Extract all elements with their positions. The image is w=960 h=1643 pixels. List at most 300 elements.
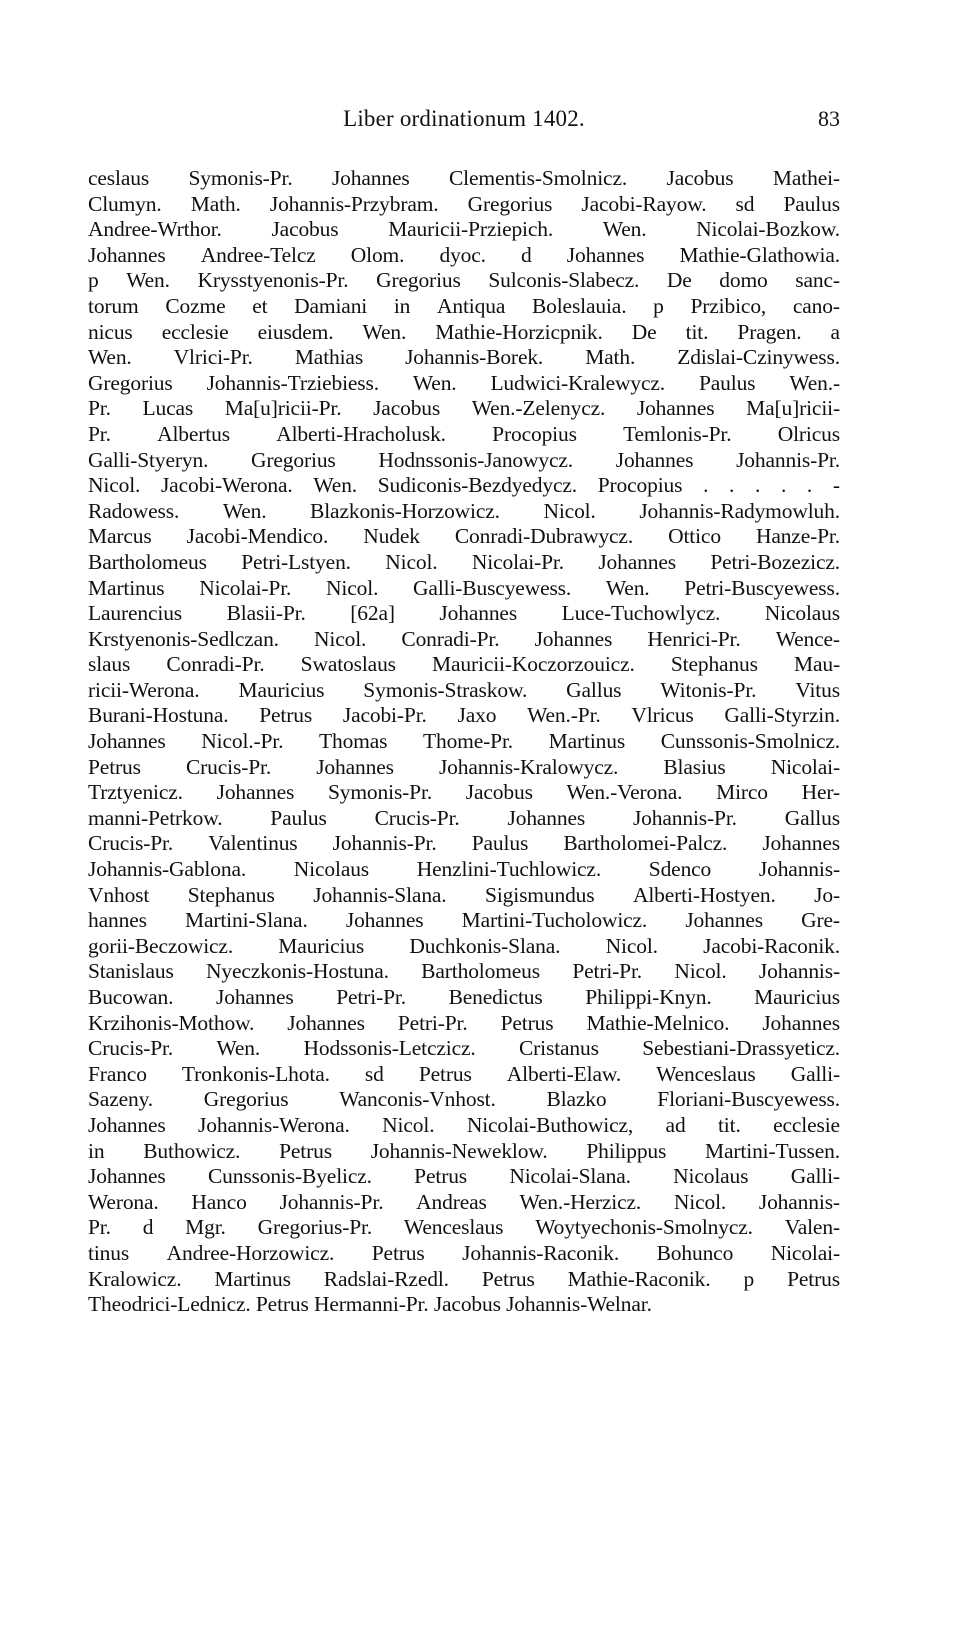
word: Johannes [287,1010,365,1035]
text-line [88,755,840,781]
word: eiusdem. [257,319,334,344]
word: Bartholomeus [88,549,207,574]
word: [62a] [350,601,395,626]
word: Nicol. [674,959,727,984]
word: Mathie-Melnico. [586,1010,730,1035]
word: Hodnssonis-Janowycz. [378,447,574,472]
word: Nicol.-Pr. [201,729,284,754]
text-line [88,1011,840,1037]
word: Sigismundus [485,882,595,907]
word: cano- [792,293,840,318]
word: Gregorius [203,1087,289,1112]
word: Cristanus [518,1036,599,1061]
word: Sdenco [648,857,712,882]
word: Swatoslaus [300,652,396,677]
word: Nicol. [88,473,141,498]
word: ceslaus [88,166,150,190]
word: Petri-Pr. [336,985,406,1009]
word: Petrus [279,1138,332,1163]
word: Nudek [363,524,420,549]
word: et [252,293,268,318]
word: Alberti-Hracholusk. [276,421,446,446]
word: Bartholomei-Palcz. [563,831,728,856]
text-line [88,473,840,499]
word: manni-Petrkow. [88,805,223,830]
word: Nicolai-Slana. [509,1164,631,1189]
word: Her- [801,780,840,805]
word: Gregorius [376,268,461,293]
text-line [88,371,840,397]
word: Clementis-Smolnicz. [448,166,628,190]
word: Vitus [795,677,840,702]
word: Petri-Pr. [397,1010,468,1035]
word: Clumyn. [88,191,162,216]
word: Paulus [270,805,327,830]
word: Henzlini-Tuchlowicz. [416,857,602,882]
text-line [88,934,840,960]
word: Cozme [165,293,226,318]
word: Petrus [88,754,141,779]
word: Symonis-Pr. [327,780,433,805]
word: Johannis-Welnar. [506,1292,652,1317]
word: Ottico [668,524,721,549]
word: Vlrici-Pr. [173,345,253,370]
text-line [88,192,840,218]
text-line [88,1215,840,1241]
word: p [653,293,664,318]
word: Woytyechonis-Smolnycz. [535,1215,753,1240]
word: Mirco [716,780,768,805]
word: Wen. [362,319,407,344]
word: Philippi-Knyn. [585,985,712,1009]
word: sd [364,1061,384,1086]
word: Wen. [412,370,457,395]
word: Olom. [350,242,405,267]
word: Mauricii-Koczorzouicz. [432,652,635,677]
word: dyoc. [439,242,486,267]
text-line [88,396,840,422]
word: Johannes [88,242,166,267]
word: tinus [88,1240,130,1265]
word: Wen.-Herzicz. [519,1189,642,1214]
word: Johannes [566,242,645,267]
body-text [88,166,840,1318]
word: Nicol. [673,1189,727,1214]
word: Wen.-Verona. [566,780,683,805]
word: Wen. [222,498,267,523]
word: Johannes [636,396,715,421]
word: Mauricius [278,933,365,958]
word: Bucowan. [88,985,174,1009]
word: Johannis-Pr. [279,1189,384,1214]
word: Petrus [500,1010,554,1035]
text-line [88,1267,840,1293]
word: Crucis-Pr. [374,805,460,830]
word: Nicolai-Buthowicz, [466,1112,634,1137]
word: Jo- [814,882,840,907]
word: Petri-Pr. [572,959,643,984]
word: Pragen. [737,319,802,344]
word: Johannis-Werona. [198,1112,350,1137]
word: Paulus [783,191,840,216]
word: Symonis-Straskow. [363,677,528,702]
word: Mathie-Raconik. [567,1266,711,1291]
word: Johannis- [758,959,840,984]
word: Krysstyenonis-Pr. [197,268,349,293]
word: Johannis- [758,857,840,882]
word: Petri-Bozezicz. [710,549,840,574]
word: Alberti-Elaw. [506,1061,622,1086]
word: Johannis-Przybram. [269,191,439,216]
word: Olricus [777,421,840,446]
word: Jacobi-Mendico. [186,524,329,549]
word: Gallus [784,805,840,830]
text-line [88,1036,840,1062]
text-line [88,1190,840,1216]
text-line [88,959,840,985]
word: Mathie-Glathowia. [679,242,840,267]
word: Nyeczkonis-Hostuna. [206,959,389,984]
word: gorii-Beczowicz. [88,933,234,958]
word: Franco [88,1061,147,1086]
word: Przibico, [690,293,767,318]
word: Marcus [88,524,152,549]
word: Jacobus [271,217,339,242]
word: Luce-Tuchowlycz. [561,601,721,626]
word: Mauricius [754,985,840,1009]
word: Andree-Wrthor. [88,217,222,242]
word: Vlricus [631,703,694,728]
word: Crucis-Pr. [88,1036,174,1061]
word: . [703,473,709,498]
word: Antiqua [437,293,506,318]
text-line [88,268,840,294]
word: Jacobus [373,396,441,421]
word: Stephanus [670,652,758,677]
word: Wen.-Pr. [527,703,601,728]
word: Crucis-Pr. [185,754,272,779]
text-line [88,883,840,909]
word: Radslai-Rzedl. [323,1266,449,1291]
word: domo [719,268,768,293]
word: Mgr. [185,1215,226,1240]
word: Johannes [316,754,394,779]
word: Duchkonis-Slana. [409,933,561,958]
word: Gregorius [88,370,173,395]
text-line [88,550,840,576]
word: Bartholomeus [421,959,540,984]
word: Valentinus [208,831,298,856]
word: Alberti-Hostyen. [632,882,776,907]
word: Nicol. [385,549,438,574]
word: Floriani-Buscyewess. [657,1087,840,1112]
text-line [88,652,840,678]
word: Sebestiani-Drassyeticz. [642,1036,840,1061]
word: Nicolai- [770,1240,840,1265]
word: Ma[u]ricii- [746,396,840,421]
word: Johannes [439,601,518,626]
word: Nicol. [605,933,658,958]
word: De [666,268,692,293]
word: Ma[u]ricii-Pr. [224,396,342,421]
text-line [88,294,840,320]
text-line [88,320,840,346]
word: Procopius [492,421,577,446]
text-line [88,422,840,448]
word: Galli- [790,1061,840,1086]
word: Andree-Telcz [200,242,316,267]
word: Martini-Tussen. [705,1138,840,1163]
word: Blazko [546,1087,607,1112]
word: Nicolai-Bozkow. [696,217,840,242]
word: nicus [88,319,133,344]
text-line [88,908,840,934]
word: Andreas [416,1189,487,1214]
word: Hodssonis-Letczicz. [303,1036,476,1061]
text-line [88,243,840,269]
word: Jacobi-Werona. [160,473,293,498]
word: Cunssonis-Smolnicz. [660,729,840,754]
word: Math. [585,345,636,370]
word: Hanze-Pr. [755,524,840,549]
word: Pr. [88,396,111,421]
text-line [88,806,840,832]
word: Conradi-Dubrawycz. [454,524,634,549]
word: Johannis-Neweklow. [370,1138,548,1163]
text-line [88,729,840,755]
word: Petrus [418,1061,472,1086]
word: tit. [717,1112,741,1137]
word: Mathie-Horzicpnik. [435,319,603,344]
word: Martinus [214,1266,291,1291]
word: Johannis-Raconik. [462,1240,620,1265]
word: Jacobus [666,166,734,190]
word: Damiani [294,293,368,318]
word: Wen. [126,268,170,293]
word: Wen. [88,345,132,370]
word: Philippus [586,1138,667,1163]
text-line [88,627,840,653]
word: Wenceslaus [656,1061,756,1086]
word: hannes [88,908,147,933]
word: Witonis-Pr. [660,677,757,702]
word: Gre- [801,908,840,933]
word: Blasii-Pr. [226,601,306,626]
word: - [832,473,840,498]
word: Johannes [216,985,294,1009]
running-title: Liber ordinationum 1402. [343,106,585,131]
word: Johannis-Pr. [632,805,737,830]
word: Laurencius [88,601,183,626]
word: Nicol. [382,1112,435,1137]
text-line [88,601,840,627]
text-line [88,345,840,371]
word: Stephanus [187,882,275,907]
word: Stanislaus [88,959,174,984]
word: Johannes [88,729,166,754]
word: Johannes [507,805,586,830]
word: Galli-Styeryn. [88,447,209,472]
text-line [88,576,840,602]
word: Johannes [88,1164,166,1189]
word: Ludwici-Kralewycz. [490,370,666,395]
text-line [88,524,840,550]
text-line [88,831,840,857]
word: Conradi-Pr. [401,626,500,651]
word: Martinus [88,575,165,600]
word: Symonis-Pr. [188,166,293,190]
word: Martini-Slana. [184,908,308,933]
word: De [631,319,657,344]
word: Martini-Tucholowicz. [461,908,648,933]
word: Sazeny. [88,1087,154,1112]
word: Krzihonis-Mothow. [88,1010,255,1035]
text-line [88,1241,840,1267]
word: Johannis-Trziebiess. [206,370,379,395]
word: Nicolaus [293,857,370,882]
word: Nicol. [543,498,596,523]
word: Radowess. [88,498,180,523]
word: p [743,1266,755,1291]
word: Henrici-Pr. [647,626,741,651]
word: slaus [88,652,131,677]
word: ecclesie [773,1112,840,1137]
text-line [88,1062,840,1088]
word: Johannes [216,780,295,805]
word: Petrus [371,1240,425,1265]
text-line [88,1087,840,1113]
word: d [521,242,532,267]
word: Johannis-Slana. [313,882,447,907]
word: Johannes [615,447,694,472]
text-line [88,499,840,525]
word: d [142,1215,154,1240]
word: Johannis- [758,1189,840,1214]
word: Burani-Hostuna. [88,703,229,728]
word: Petri-Buscyewess. [684,575,840,600]
word: Andree-Horzowicz. [166,1240,335,1265]
word: Mauricius [238,677,325,702]
word: p [88,268,99,293]
word: ad [665,1112,686,1137]
word: Hermanni-Pr. [313,1292,434,1317]
word: Johannes [762,831,840,856]
text-line [88,166,840,192]
word: Vnhost [88,882,150,907]
word: Jacobus [465,780,533,805]
word: Petrus [414,1164,468,1189]
word: Johannes [88,1112,166,1137]
text-line [88,678,840,704]
text-line [88,1292,840,1318]
word: Thome-Pr. [422,729,513,754]
word: Werona. [88,1189,159,1214]
word: Crucis-Pr. [88,831,174,856]
word: Lucas [142,396,194,421]
text-line [88,780,840,806]
word: Martinus [548,729,626,754]
word: Bohunco [656,1240,734,1265]
word: Nicol. [314,626,367,651]
word: Petrus [481,1266,535,1291]
word: Wen. [313,473,358,498]
word: Zdislai-Czinywess. [677,345,840,370]
word: Benedictus [448,985,543,1009]
word: Conradi-Pr. [166,652,265,677]
word: ecclesie [161,319,229,344]
word: Wenceslaus [403,1215,504,1240]
text-line [88,448,840,474]
word: . [729,473,735,498]
word: Gregorius [467,191,553,216]
word: Wen.- [789,370,840,395]
word: Hanco [191,1189,247,1214]
word: Wen. [605,575,650,600]
word: Galli- [790,1164,840,1189]
text-line [88,1113,840,1139]
word: Gregorius-Pr. [257,1215,373,1240]
text-line [88,857,840,883]
word: Jacobi-Pr. [342,703,427,728]
word: Mathias [294,345,364,370]
word: Mau- [794,652,840,677]
text-line [88,985,840,1011]
word: . [806,473,813,498]
running-head [88,96,840,136]
word: Procopius [597,473,683,498]
word: a [830,319,840,344]
word: sd [735,191,755,216]
word: Pr. [88,421,111,446]
word: Petrus [787,1266,840,1291]
word: Jacobus [433,1292,507,1317]
word: Sulconis-Slabecz. [488,268,640,293]
word: . [755,473,761,498]
word: Jaxo [457,703,497,728]
word: Gallus [566,677,622,702]
word: Boleslauia. [531,293,627,318]
word: Blazkonis-Horzowicz. [310,498,500,523]
text-line [88,217,840,243]
word: Nicolaus [764,601,840,626]
word: Johannis-Borek. [405,345,544,370]
word: in [393,293,411,318]
word: Math. [190,191,241,216]
word: Nicolai-Pr. [199,575,292,600]
word: torum [88,293,139,318]
word: Galli-Buscyewess. [413,575,572,600]
word: Nicolaus [673,1164,749,1189]
page-number: 83 [818,106,840,131]
word: sanc- [795,268,840,293]
word: Sudiconis-Bezdyedycz. [377,473,577,498]
word: Johannis-Gablona. [88,857,247,882]
word: Paulus [471,831,529,856]
word: Mathei- [772,166,840,190]
word: Albertus [157,421,230,446]
word: Paulus [698,370,756,395]
word: Petrus [259,703,313,728]
word: Johannes [534,626,613,651]
word: . [780,473,787,498]
word: Galli-Styrzin. [724,703,840,728]
word: Wen. [602,217,647,242]
word: Gregorius [251,447,336,472]
word: Temlonis-Pr. [623,421,732,446]
word: Nicolai-Pr. [471,549,564,574]
document-page [88,96,840,1318]
word: Johannes [685,908,763,933]
